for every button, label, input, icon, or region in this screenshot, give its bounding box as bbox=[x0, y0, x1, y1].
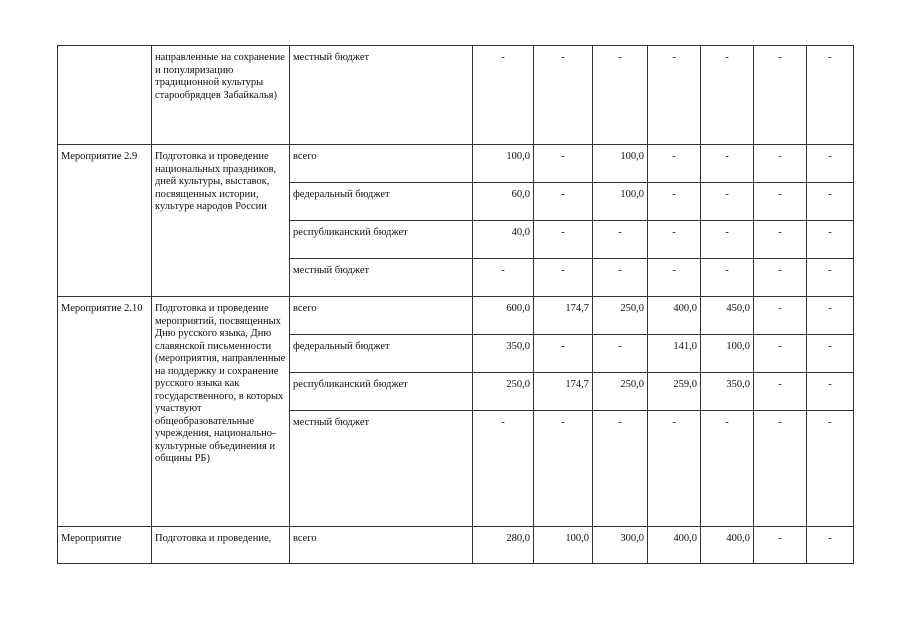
funding-source-cell: всего bbox=[290, 297, 473, 335]
amount-cell: - bbox=[754, 527, 807, 564]
amount-cell: 350,0 bbox=[473, 335, 534, 373]
amount-cell: - bbox=[807, 221, 854, 259]
table-row bbox=[58, 297, 854, 335]
amount-cell: 400,0 bbox=[648, 297, 701, 335]
table-body bbox=[58, 46, 854, 564]
amount-cell: - bbox=[701, 145, 754, 183]
amount-cell: 100,0 bbox=[593, 183, 648, 221]
table-row bbox=[58, 145, 854, 183]
amount-cell: - bbox=[807, 46, 854, 145]
amount-cell: 100,0 bbox=[593, 145, 648, 183]
amount-cell: - bbox=[648, 183, 701, 221]
event-description-cell: Подготовка и проведение мероприятий, посвященных Дню русского языка, Дню славянской письменности (мероприятия, направленные на поддержку и сохранение русского языка как государственного, в которых участвуют общеобразовательные учреждения, национально-культурные объединения и общины РБ) bbox=[152, 297, 290, 527]
funding-source-cell: республиканский бюджет bbox=[290, 373, 473, 411]
amount-cell: - bbox=[701, 411, 754, 527]
amount-cell: - bbox=[754, 259, 807, 297]
event-name-cell: Мероприятие 2.9 bbox=[58, 145, 152, 297]
amount-cell: 174,7 bbox=[534, 373, 593, 411]
amount-cell: 250,0 bbox=[593, 297, 648, 335]
amount-cell: - bbox=[534, 145, 593, 183]
funding-source-cell: местный бюджет bbox=[290, 411, 473, 527]
funding-source-cell: федеральный бюджет bbox=[290, 335, 473, 373]
amount-cell: - bbox=[807, 335, 854, 373]
amount-cell: - bbox=[701, 46, 754, 145]
amount-cell: 400,0 bbox=[648, 527, 701, 564]
amount-cell: - bbox=[593, 411, 648, 527]
amount-cell: - bbox=[473, 259, 534, 297]
amount-cell: - bbox=[807, 145, 854, 183]
amount-cell: - bbox=[648, 259, 701, 297]
amount-cell: - bbox=[473, 411, 534, 527]
amount-cell: 600,0 bbox=[473, 297, 534, 335]
amount-cell: - bbox=[807, 411, 854, 527]
amount-cell: - bbox=[534, 411, 593, 527]
amount-cell: - bbox=[807, 259, 854, 297]
table-row bbox=[58, 46, 854, 145]
amount-cell: - bbox=[593, 46, 648, 145]
amount-cell: 250,0 bbox=[473, 373, 534, 411]
amount-cell: 174,7 bbox=[534, 297, 593, 335]
amount-cell: 40,0 bbox=[473, 221, 534, 259]
amount-cell: - bbox=[473, 46, 534, 145]
funding-source-cell: местный бюджет bbox=[290, 259, 473, 297]
funding-source-cell: местный бюджет bbox=[290, 46, 473, 145]
amount-cell: - bbox=[807, 183, 854, 221]
funding-source-cell: всего bbox=[290, 527, 473, 564]
amount-cell: 300,0 bbox=[593, 527, 648, 564]
amount-cell: 100,0 bbox=[473, 145, 534, 183]
amount-cell: - bbox=[754, 183, 807, 221]
amount-cell: - bbox=[701, 259, 754, 297]
amount-cell: 259,0 bbox=[648, 373, 701, 411]
amount-cell: - bbox=[648, 46, 701, 145]
amount-cell: - bbox=[534, 335, 593, 373]
amount-cell: - bbox=[754, 373, 807, 411]
table-row bbox=[58, 527, 854, 564]
amount-cell: - bbox=[534, 221, 593, 259]
amount-cell: 450,0 bbox=[701, 297, 754, 335]
amount-cell: 350,0 bbox=[701, 373, 754, 411]
event-description-cell: Подготовка и проведение, bbox=[152, 527, 290, 564]
event-name-cell bbox=[58, 46, 152, 145]
amount-cell: 60,0 bbox=[473, 183, 534, 221]
amount-cell: - bbox=[648, 145, 701, 183]
amount-cell: - bbox=[754, 46, 807, 145]
budget-table bbox=[57, 45, 854, 564]
funding-source-cell: республиканский бюджет bbox=[290, 221, 473, 259]
amount-cell: - bbox=[754, 335, 807, 373]
amount-cell: 100,0 bbox=[701, 335, 754, 373]
amount-cell: - bbox=[593, 221, 648, 259]
amount-cell: - bbox=[593, 259, 648, 297]
event-name-cell: Мероприятие bbox=[58, 527, 152, 564]
amount-cell: - bbox=[701, 221, 754, 259]
event-description-cell: направленные на сохранение и популяризацию традиционной культуры старообрядцев Забайкалья) bbox=[152, 46, 290, 145]
amount-cell: - bbox=[754, 145, 807, 183]
event-name-cell: Мероприятие 2.10 bbox=[58, 297, 152, 527]
funding-source-cell: всего bbox=[290, 145, 473, 183]
amount-cell: 280,0 bbox=[473, 527, 534, 564]
amount-cell: - bbox=[807, 373, 854, 411]
funding-source-cell: федеральный бюджет bbox=[290, 183, 473, 221]
event-description-cell: Подготовка и проведение национальных праздников, дней культуры, выставок, посвященных истории, культуре народов России bbox=[152, 145, 290, 297]
amount-cell: 100,0 bbox=[534, 527, 593, 564]
amount-cell: - bbox=[534, 46, 593, 145]
amount-cell: 250,0 bbox=[593, 373, 648, 411]
amount-cell: 141,0 bbox=[648, 335, 701, 373]
amount-cell: - bbox=[593, 335, 648, 373]
amount-cell: - bbox=[534, 183, 593, 221]
amount-cell: - bbox=[754, 297, 807, 335]
amount-cell: 400,0 bbox=[701, 527, 754, 564]
amount-cell: - bbox=[754, 221, 807, 259]
amount-cell: - bbox=[701, 183, 754, 221]
amount-cell: - bbox=[648, 221, 701, 259]
amount-cell: - bbox=[754, 411, 807, 527]
amount-cell: - bbox=[648, 411, 701, 527]
amount-cell: - bbox=[807, 527, 854, 564]
amount-cell: - bbox=[534, 259, 593, 297]
amount-cell: - bbox=[807, 297, 854, 335]
